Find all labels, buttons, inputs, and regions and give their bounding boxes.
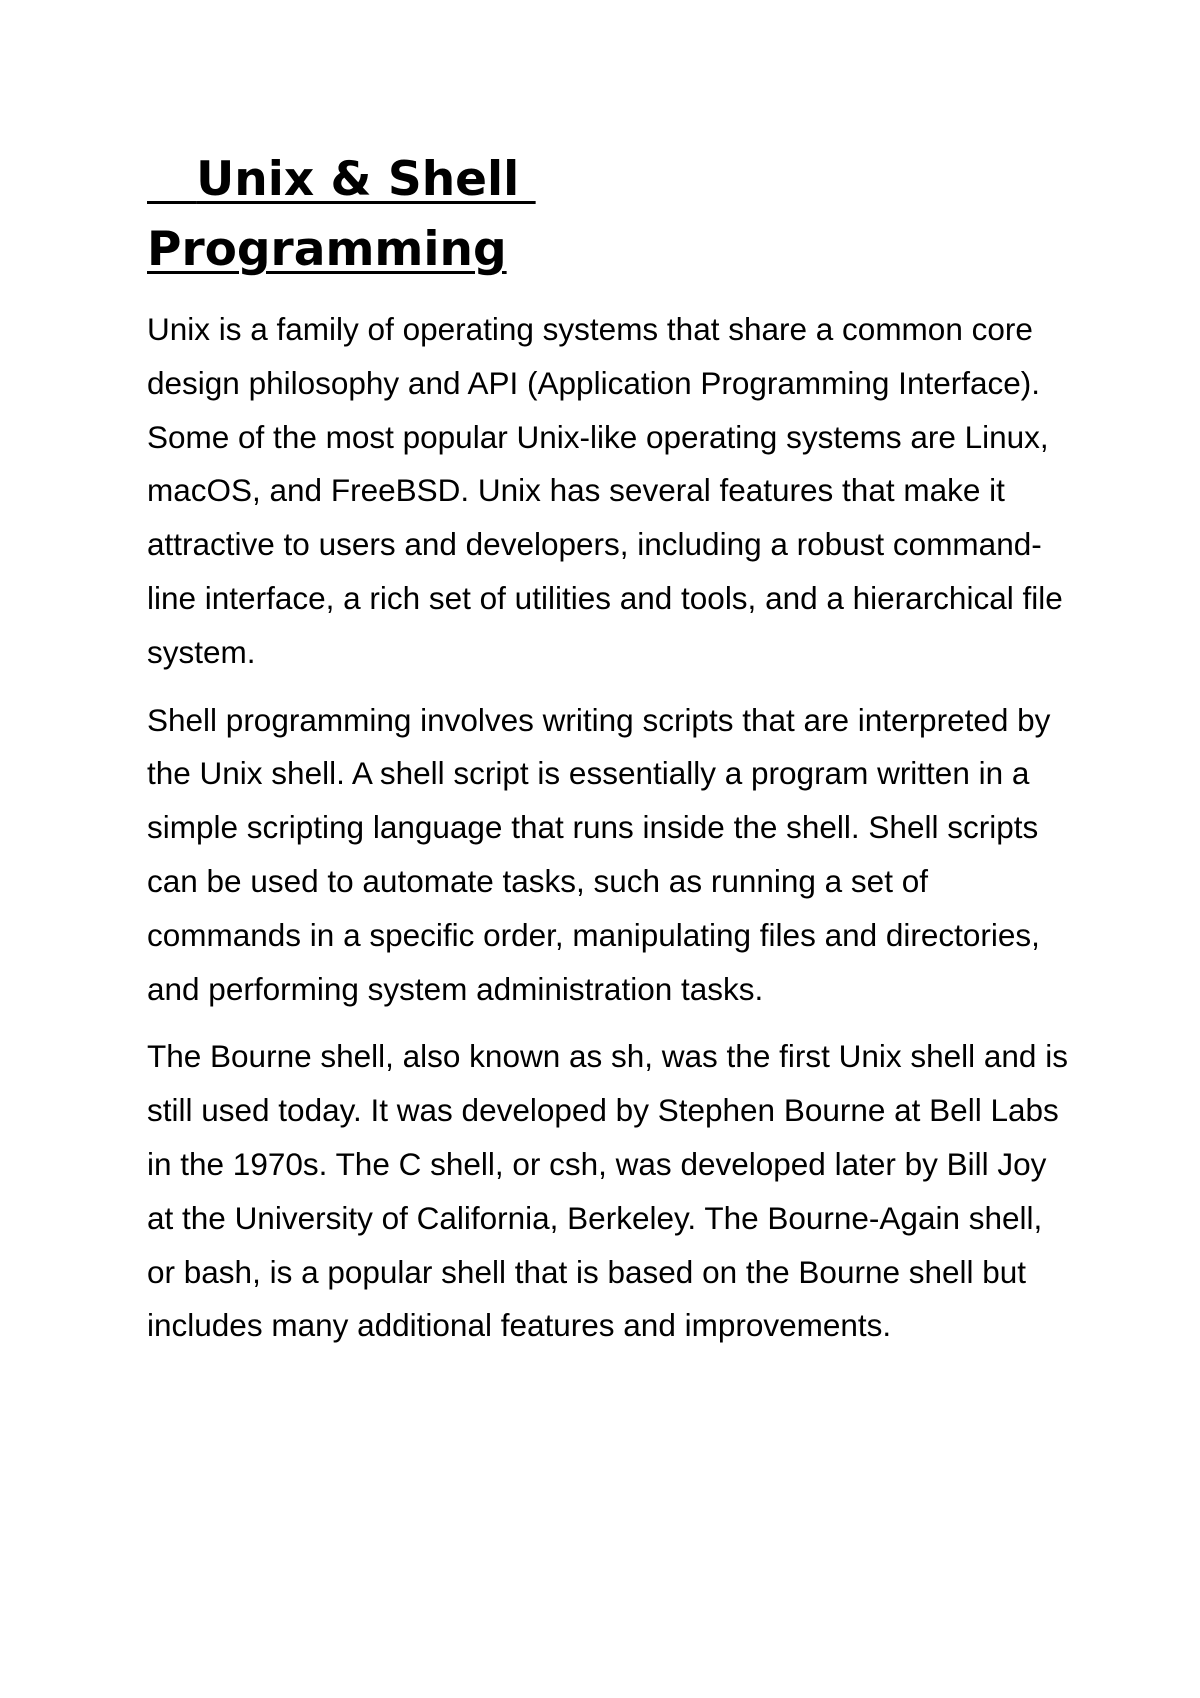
title-line-1: Unix & Shell [147,152,536,207]
document-body [147,303,1077,1367]
paragraph-shell-history: The Bourne shell, also known as sh, was the first Unix shell and is still used today. It was developed by Stephen Bourne at Bell Labs in the 1970s. The C shell, or csh, was developed later by Bill Joy at the University of California, Berkeley. The Bourne-Again shell, or bash, is a popular shell that is based on the Bourne shell but includes many additional features and improvements. [147,1038,1068,1344]
paragraph-shell-programming: Shell programming involves writing scripts that are interpreted by the Unix shell. A shell script is essentially a program written in a simple scripting language that runs inside the shell. Shell scripts can be used to automate tasks, such as running a set of commands in a specific order, manipulating files and directories, and performing system administration tasks. [147,701,1051,1007]
document-title [147,145,947,285]
paragraph-unix-intro: Unix is a family of operating systems that share a common core design philosophy and API (Application Programming Interface). Some of the most popular Unix-like operating systems are Linux, macOS, and FreeBSD. Unix has several features that make it attractive to users and developers, including a robust command-line interface, a rich set of utilities and tools, and a hierarchical file system. [147,311,1063,670]
title-line-2: Programming [147,222,507,277]
